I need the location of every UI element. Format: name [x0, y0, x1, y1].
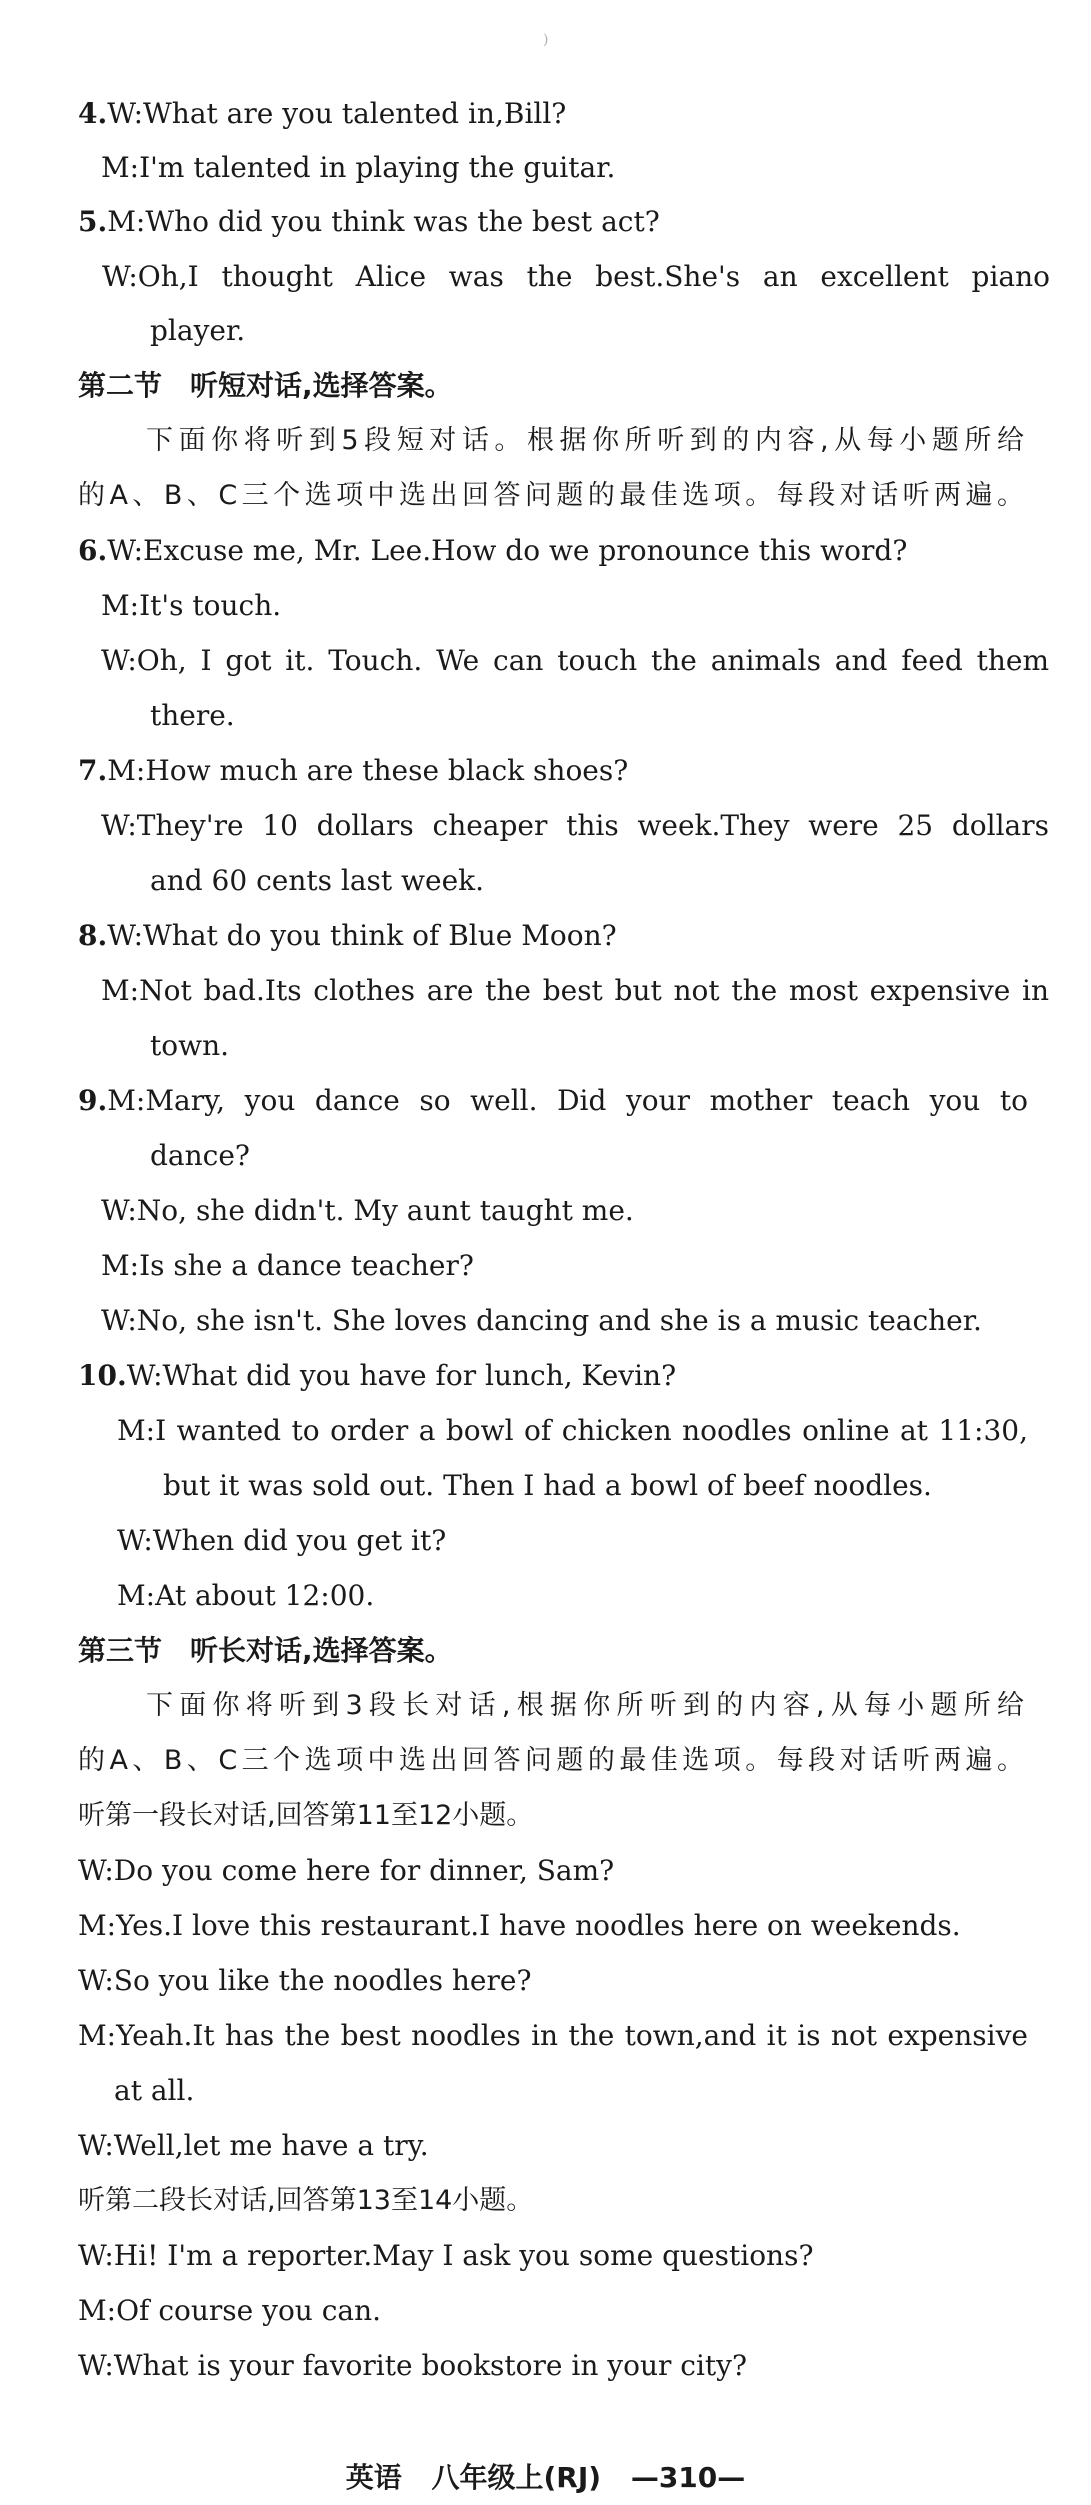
dialogue-line: W:When did you get it?: [117, 1524, 447, 1557]
dialogue-line-5-m: 5.M:Who did you think was the best act?: [78, 205, 660, 238]
scan-mark: ): [543, 32, 549, 48]
footer-subject: 英语: [345, 2461, 402, 2494]
dialogue-line: M:Yeah.It has the best noodles in the town,and it is not expensive: [78, 2019, 1028, 2052]
dialogue-line: player.: [150, 314, 246, 347]
dialogue-line: but it was sold out. Then I had a bowl of beef noodles.: [163, 1469, 932, 1502]
dialogue-line: M:At about 12:00.: [117, 1579, 375, 1612]
dialogue-line: W:Well,let me have a try.: [78, 2129, 429, 2162]
instruction-text: 听第一段长对话,回答第11至12小题。: [78, 1800, 534, 1831]
instruction-text: 的A、B、C三个选项中选出回答问题的最佳选项。每段对话听两遍。: [78, 480, 1024, 511]
dialogue-line: M:Yes.I love this restaurant.I have noodles here on weekends.: [78, 1909, 961, 1942]
dialogue-line-9-m: 9.M:Mary, you dance so well. Did your mother teach you to: [78, 1084, 1028, 1117]
dialogue-line: M:Not bad.Its clothes are the best but not the most expensive in: [101, 974, 1049, 1007]
dialogue-line: at all.: [114, 2074, 195, 2107]
dialogue-line: M:I wanted to order a bowl of chicken noodles online at 11:30,: [117, 1414, 1028, 1447]
dialogue-line: town.: [150, 1029, 230, 1062]
dialogue-line: W:So you like the noodles here?: [78, 1964, 532, 1997]
section-heading-2: 第二节 听短对话,选择答案。: [78, 369, 453, 402]
dialogue-line: M:It's touch.: [101, 589, 282, 622]
dialogue-line: M:Of course you can.: [78, 2294, 382, 2327]
dialogue-line-8-w: 8.W:What do you think of Blue Moon?: [78, 919, 617, 952]
footer-grade: 八年级上(RJ): [431, 2461, 602, 2494]
dialogue-line: W:Oh, I got it. Touch. We can touch the animals and feed them: [101, 644, 1049, 677]
dialogue-line: M:I'm talented in playing the guitar.: [101, 151, 616, 184]
dialogue-line: W:Hi! I'm a reporter.May I ask you some questions?: [78, 2239, 814, 2272]
dialogue-line-10-w: 10.W:What did you have for lunch, Kevin?: [78, 1359, 677, 1392]
dialogue-line-4-w: 4.W:What are you talented in,Bill?: [78, 97, 567, 130]
dialogue-line: W:Do you come here for dinner, Sam?: [78, 1854, 615, 1887]
dialogue-line: W:No, she isn't. She loves dancing and she is a music teacher.: [101, 1304, 982, 1337]
page-number: —310—: [630, 2461, 746, 2494]
dialogue-line: and 60 cents last week.: [150, 864, 485, 897]
instruction-text: 下面你将听到5段短对话。根据你所听到的内容,从每小题所给: [146, 425, 1024, 456]
dialogue-line: W:What is your favorite bookstore in your city?: [78, 2349, 747, 2382]
dialogue-line: there.: [150, 699, 235, 732]
dialogue-line: W:No, she didn't. My aunt taught me.: [101, 1194, 634, 1227]
dialogue-line-6-w: 6.W:Excuse me, Mr. Lee.How do we pronounce this word?: [78, 534, 908, 567]
dialogue-line: W:They're 10 dollars cheaper this week.They were 25 dollars: [101, 809, 1049, 842]
dialogue-line: W:Oh,I thought Alice was the best.She's an excellent piano: [102, 260, 1050, 293]
dialogue-line: M:Is she a dance teacher?: [101, 1249, 474, 1282]
instruction-text: 下面你将听到3段长对话,根据你所听到的内容,从每小题所给: [146, 1690, 1024, 1721]
dialogue-line-7-m: 7.M:How much are these black shoes?: [78, 754, 629, 787]
section-heading-3: 第三节 听长对话,选择答案。: [78, 1634, 453, 1667]
dialogue-line: dance?: [150, 1139, 250, 1172]
instruction-text: 听第二段长对话,回答第13至14小题。: [78, 2185, 534, 2216]
page-footer: [0, 2460, 1091, 2496]
instruction-text: 的A、B、C三个选项中选出回答问题的最佳选项。每段对话听两遍。: [78, 1745, 1024, 1776]
